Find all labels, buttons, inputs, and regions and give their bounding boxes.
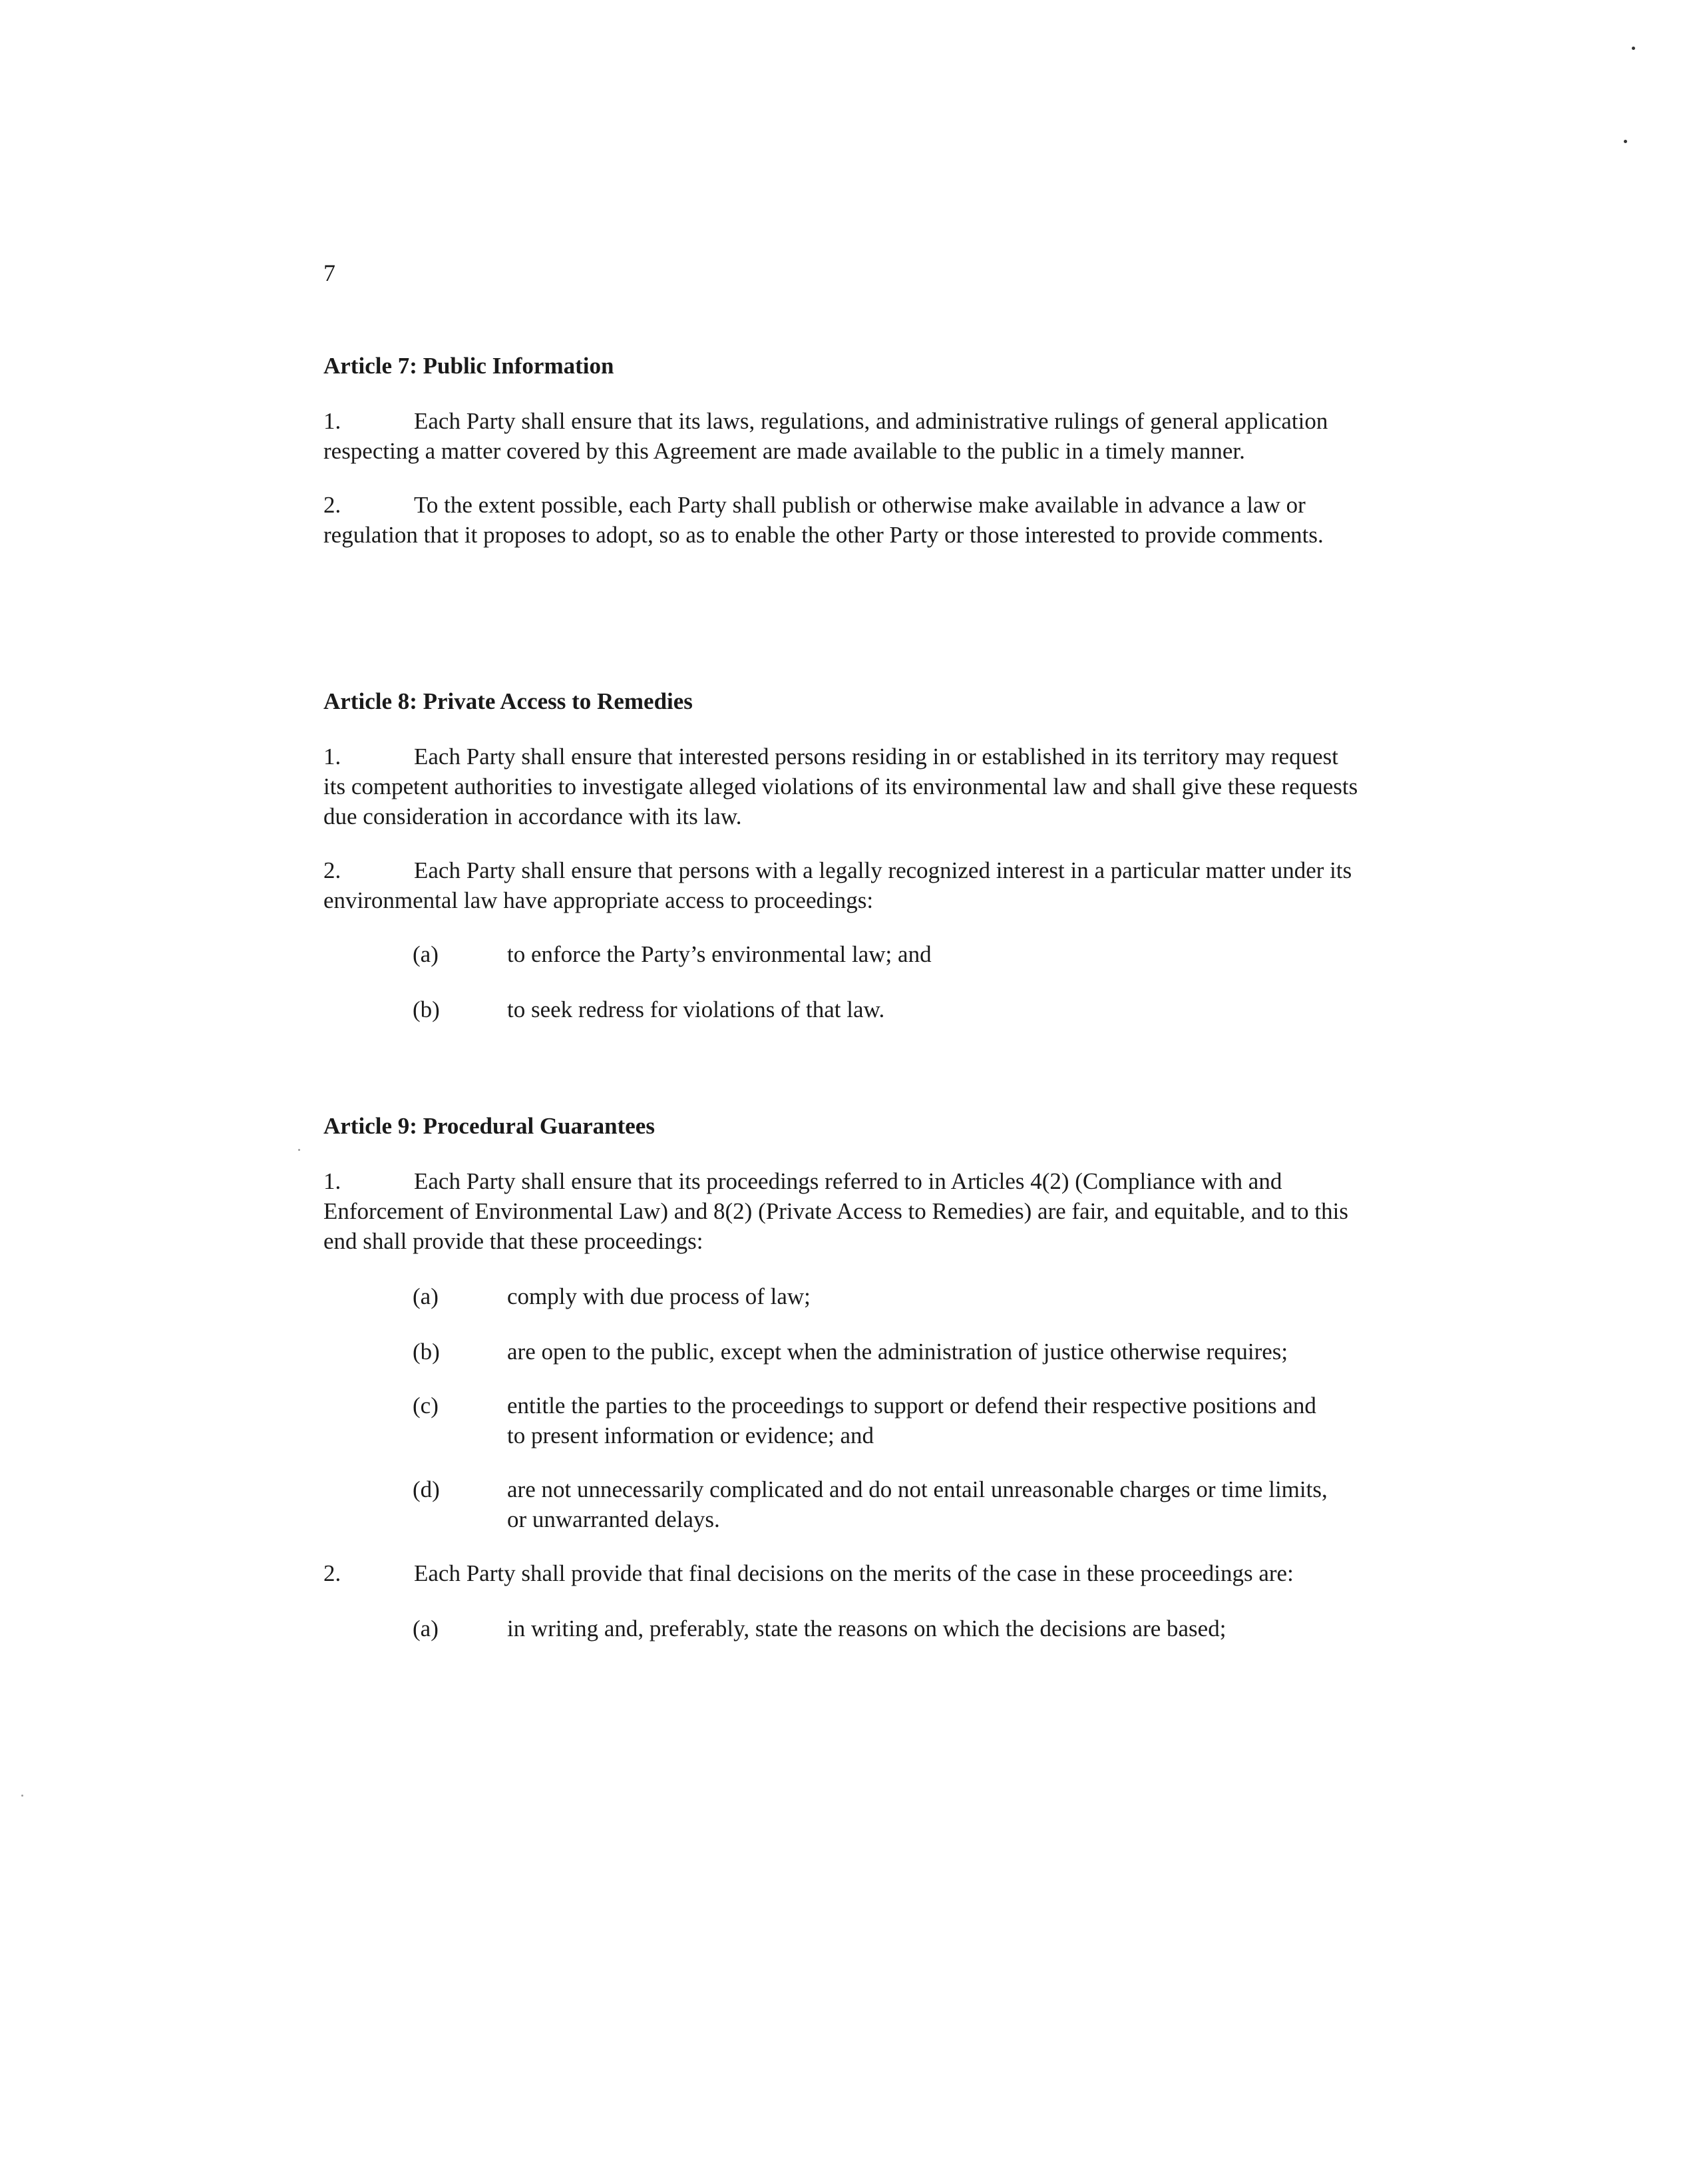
item-label: (a): [413, 1616, 439, 1641]
paragraph: [323, 742, 1362, 831]
paragraph-number: 2.: [323, 492, 341, 518]
item-label: (a): [413, 1283, 439, 1309]
page-number: 7: [323, 260, 335, 286]
list-item: [323, 1614, 1362, 1643]
item-list: [323, 939, 1362, 1024]
item-label: (a): [413, 941, 439, 967]
item-label: (b): [413, 1339, 440, 1365]
paragraph-number: 1.: [323, 1168, 341, 1194]
list-item: [323, 1474, 1362, 1534]
article-heading: Article 7: Public Information: [323, 353, 614, 379]
paragraph-text: Each Party shall ensure that interested persons residing in or established in its territory may request its competent authorities to investigate alleged violations of its environmental law and shall give these requests due consideration in accordance with its law.: [323, 744, 1358, 829]
paragraph-number: 1.: [323, 408, 341, 434]
list-item: [323, 1337, 1362, 1367]
item-text: are not unnecessarily complicated and do not entail unreasonable charges or time limits, or unwarranted delays.: [507, 1476, 1328, 1532]
paragraph-text: Each Party shall ensure that its laws, regulations, and administrative rulings of general application respecting a matter covered by this Agreement are made available to the public in a timely manner.: [323, 408, 1328, 464]
item-label: (d): [413, 1476, 440, 1502]
list-item: [323, 994, 1362, 1024]
paragraph-number: 1.: [323, 744, 341, 769]
paragraph: [323, 855, 1362, 915]
item-label: (b): [413, 996, 440, 1022]
item-text: to enforce the Party’s environmental law; and: [507, 941, 932, 967]
paragraph-text: Each Party shall ensure that persons with a legally recognized interest in a particular matter under its environmental law have appropriate access to proceedings:: [323, 857, 1352, 913]
scan-speck: [21, 1795, 23, 1797]
paragraph-text: Each Party shall provide that final decisions on the merits of the case in these proceedings are:: [414, 1560, 1294, 1586]
article-heading: Article 8: Private Access to Remedies: [323, 688, 693, 714]
item-text: entitle the parties to the proceedings to support or defend their respective positions and to present information or evidence; and: [507, 1393, 1316, 1448]
scan-speck: [1624, 140, 1627, 143]
list-item: [323, 1281, 1362, 1311]
paragraph: [323, 406, 1362, 466]
item-label: (c): [413, 1393, 439, 1419]
paragraph: [323, 1558, 1362, 1588]
paragraph: [323, 490, 1362, 550]
paragraph: [323, 1166, 1362, 1256]
item-list: [323, 1281, 1362, 1534]
article-8: [323, 687, 1362, 1024]
paragraph-text: To the extent possible, each Party shall publish or otherwise make available in advance a law or regulation that it proposes to adopt, so as to enable the other Party or those interested to provide comments.: [323, 492, 1324, 548]
list-item: [323, 1391, 1362, 1450]
scan-speck: [298, 1149, 300, 1151]
item-text: in writing and, preferably, state the reasons on which the decisions are based;: [507, 1616, 1226, 1641]
article-7: [323, 351, 1362, 550]
item-text: comply with due process of law;: [507, 1283, 811, 1309]
scan-speck: [1632, 47, 1635, 50]
item-list: [323, 1614, 1362, 1643]
article-9: [323, 1112, 1362, 1643]
paragraph-number: 2.: [323, 857, 341, 883]
list-item: [323, 939, 1362, 969]
item-text: are open to the public, except when the administration of justice otherwise requires;: [507, 1339, 1288, 1365]
paragraph-text: Each Party shall ensure that its proceedings referred to in Articles 4(2) (Compliance with and Enforcement of Environmental Law) and 8(2) (Private Access to Remedies) are fair, and equitable, and to this end shall provide that these proceedings:: [323, 1168, 1348, 1254]
article-heading: Article 9: Procedural Guarantees: [323, 1113, 655, 1139]
paragraph-number: 2.: [323, 1560, 341, 1586]
item-text: to seek redress for violations of that law.: [507, 996, 885, 1022]
